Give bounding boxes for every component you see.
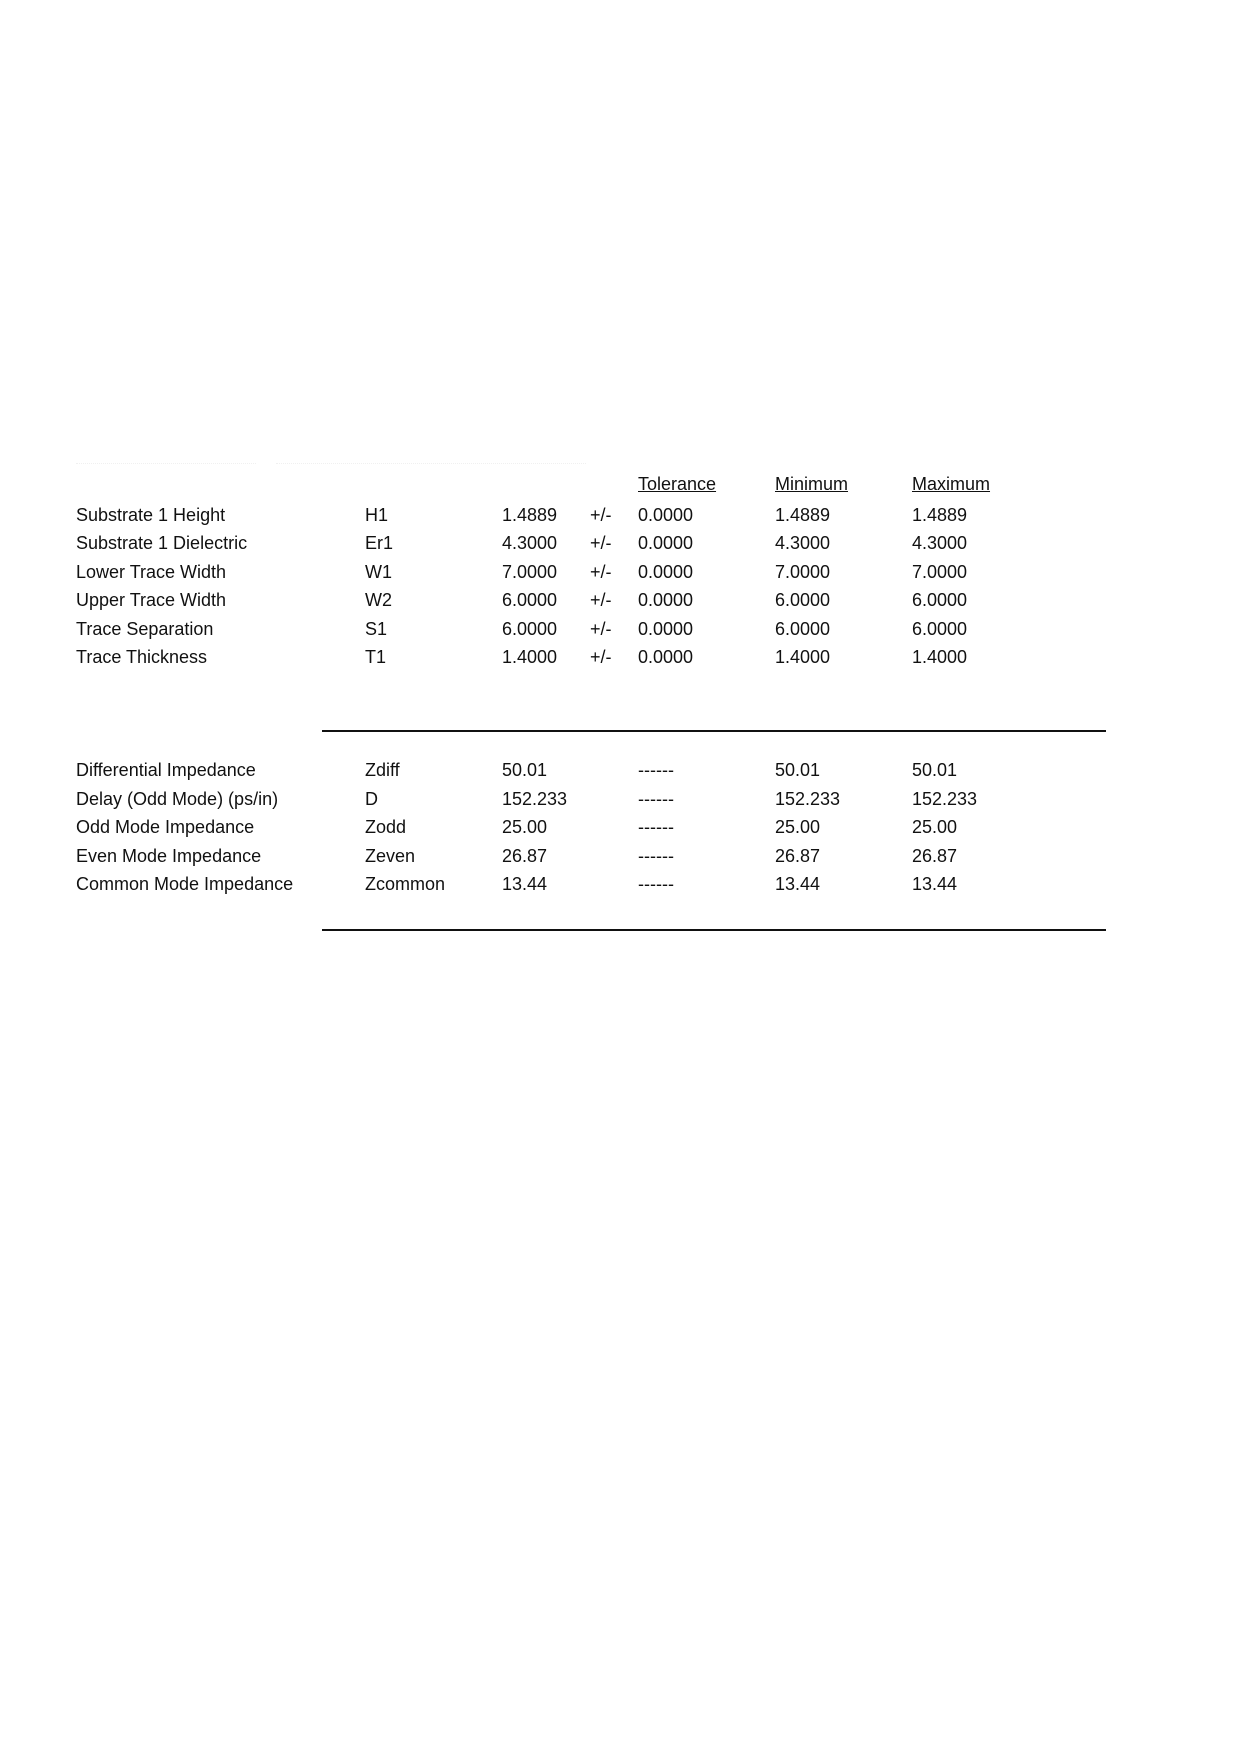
faint-rule-left — [76, 463, 256, 464]
cell-pm: +/- — [590, 533, 612, 554]
cell-maximum: 7.0000 — [912, 561, 968, 582]
cell-maximum: 50.01 — [912, 760, 958, 780]
cell-name: Trace Thickness — [76, 647, 208, 667]
cell-tolerance: ------ — [638, 788, 674, 809]
cell-minimum: 13.44 — [775, 874, 821, 895]
cell-tolerance: ------ — [638, 874, 674, 895]
cell-value: 6.0000 — [502, 590, 558, 611]
cell-name: Odd Mode Impedance — [76, 817, 255, 838]
cell-maximum: 26.87 — [912, 845, 958, 866]
header-minimum: Minimum — [775, 474, 849, 494]
cell-pm: +/- — [590, 505, 612, 525]
cell-maximum: 152.233 — [912, 788, 978, 809]
cell-symbol: Zodd — [365, 817, 407, 838]
cell-minimum: 4.3000 — [775, 533, 831, 554]
header-maximum: Maximum — [912, 474, 991, 494]
cell-tolerance: 0.0000 — [638, 618, 694, 639]
cell-value: 50.01 — [502, 760, 548, 780]
cell-symbol: Zeven — [365, 845, 416, 866]
cell-minimum: 26.87 — [775, 845, 821, 866]
cell-symbol: D — [365, 788, 378, 809]
cell-value: 152.233 — [502, 788, 568, 809]
cell-minimum: 7.0000 — [775, 561, 831, 582]
cell-tolerance: 0.0000 — [638, 533, 694, 554]
cell-tolerance: 0.0000 — [638, 647, 694, 667]
cell-tolerance: 0.0000 — [638, 505, 694, 525]
cell-minimum: 6.0000 — [775, 590, 831, 611]
divider-bottom — [322, 929, 1106, 931]
cell-pm: +/- — [590, 618, 612, 639]
cell-value: 26.87 — [502, 845, 548, 866]
cell-minimum: 25.00 — [775, 817, 821, 838]
cell-tolerance: ------ — [638, 760, 674, 780]
cell-pm: +/- — [590, 561, 612, 582]
cell-minimum: 6.0000 — [775, 618, 831, 639]
cell-tolerance: ------ — [638, 845, 674, 866]
cell-name: Common Mode Impedance — [76, 874, 294, 895]
cell-name: Upper Trace Width — [76, 590, 227, 611]
cell-name: Substrate 1 Dielectric — [76, 533, 248, 554]
cell-value: 13.44 — [502, 874, 548, 895]
cell-name: Trace Separation — [76, 618, 214, 639]
cell-symbol: Zdiff — [365, 760, 400, 780]
cell-maximum: 25.00 — [912, 817, 958, 838]
cell-tolerance: 0.0000 — [638, 561, 694, 582]
cell-minimum: 1.4000 — [775, 647, 831, 667]
cell-name: Even Mode Impedance — [76, 845, 262, 866]
cell-maximum: 4.3000 — [912, 533, 968, 554]
cell-symbol: S1 — [365, 618, 388, 639]
cell-name: Differential Impedance — [76, 760, 256, 780]
cell-minimum: 50.01 — [775, 760, 821, 780]
divider-top — [322, 730, 1106, 732]
cell-pm: +/- — [590, 590, 612, 611]
cell-symbol: Zcommon — [365, 874, 446, 895]
cell-value: 4.3000 — [502, 533, 558, 554]
cell-minimum: 152.233 — [775, 788, 841, 809]
cell-tolerance: ------ — [638, 817, 674, 838]
cell-value: 1.4000 — [502, 647, 558, 667]
cell-pm: +/- — [590, 647, 612, 667]
cell-value: 1.4889 — [502, 505, 558, 525]
cell-maximum: 1.4889 — [912, 505, 968, 525]
cell-minimum: 1.4889 — [775, 505, 831, 525]
cell-tolerance: 0.0000 — [638, 590, 694, 611]
cell-symbol: W2 — [365, 590, 392, 611]
cell-symbol: Er1 — [365, 533, 394, 554]
cell-symbol: W1 — [365, 561, 392, 582]
cell-maximum: 13.44 — [912, 874, 958, 895]
cell-name: Delay (Odd Mode) (ps/in) — [76, 788, 279, 809]
cell-maximum: 1.4000 — [912, 647, 968, 667]
cell-name: Substrate 1 Height — [76, 505, 226, 525]
cell-value: 7.0000 — [502, 561, 558, 582]
cell-symbol: H1 — [365, 505, 389, 525]
cell-name: Lower Trace Width — [76, 561, 227, 582]
cell-maximum: 6.0000 — [912, 618, 968, 639]
faint-rule-right — [276, 463, 586, 464]
cell-maximum: 6.0000 — [912, 590, 968, 611]
header-tolerance: Tolerance — [638, 474, 717, 494]
cell-value: 25.00 — [502, 817, 548, 838]
cell-symbol: T1 — [365, 647, 387, 667]
cell-value: 6.0000 — [502, 618, 558, 639]
